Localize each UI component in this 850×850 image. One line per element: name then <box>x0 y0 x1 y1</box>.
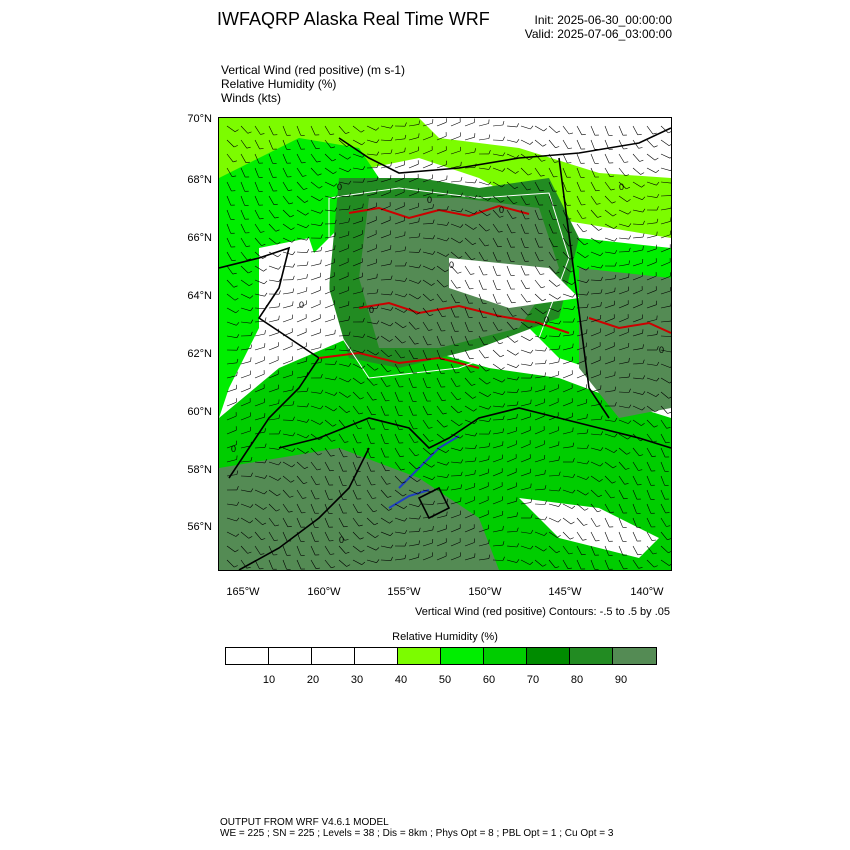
contour-label: 0 <box>427 195 433 205</box>
contour-label: 0 <box>619 182 625 192</box>
lat-label-64: 64°N <box>187 290 212 302</box>
lon-label-165: 165°W <box>226 586 260 598</box>
colorbar-label: 90 <box>614 674 628 686</box>
contour-label: 0 <box>299 300 305 310</box>
colorbar-label: 50 <box>438 674 452 686</box>
map-panel <box>218 117 672 571</box>
lat-label-56: 56°N <box>187 521 212 533</box>
contour-label: 0 <box>337 182 343 192</box>
map-plot <box>219 118 671 570</box>
lat-label-68: 68°N <box>187 174 212 186</box>
field-vertical-wind: Vertical Wind (red positive) (m s-1) <box>221 63 406 77</box>
colorbar-label: 60 <box>482 674 496 686</box>
footer-model: OUTPUT FROM WRF V4.6.1 MODEL <box>220 817 389 828</box>
relative-humidity-fill <box>219 118 671 570</box>
colorbar-box <box>269 648 312 664</box>
map-title: IWFAQRP Alaska Real Time WRF <box>217 9 490 29</box>
contour-label: 0 <box>369 305 375 315</box>
colorbar-label: 70 <box>526 674 540 686</box>
colorbar-label: 80 <box>570 674 584 686</box>
colorbar-box <box>312 648 355 664</box>
contour-label: 0 <box>659 345 665 355</box>
lat-label-62: 62°N <box>187 348 212 360</box>
colorbar-box <box>527 648 570 664</box>
colorbar-box <box>226 648 269 664</box>
contour-label: 0 <box>499 205 505 215</box>
colorbar-label: 20 <box>306 674 320 686</box>
colorbar-label: 10 <box>262 674 276 686</box>
footer-config: WE = 225 ; SN = 225 ; Levels = 38 ; Dis = 8km ; Phys Opt = 8 ; PBL Opt = 1 ; Cu Opt = 3 <box>220 828 614 839</box>
lat-label-66: 66°N <box>187 232 212 244</box>
colorbar <box>225 647 657 665</box>
contour-label: 0 <box>339 535 345 545</box>
field-winds: Winds (kts) <box>221 91 281 105</box>
lon-label-160: 160°W <box>307 586 341 598</box>
lon-label-155: 155°W <box>387 586 421 598</box>
lon-label-140: 140°W <box>630 586 664 598</box>
lat-label-60: 60°N <box>187 406 212 418</box>
colorbar-title: Relative Humidity (%) <box>392 631 498 643</box>
colorbar-label: 30 <box>350 674 364 686</box>
colorbar-box <box>484 648 527 664</box>
lon-label-145: 145°W <box>548 586 582 598</box>
colorbar-label: 40 <box>394 674 408 686</box>
lat-label-58: 58°N <box>187 464 212 476</box>
lat-label-70: 70°N <box>187 113 212 125</box>
colorbar-box <box>441 648 484 664</box>
colorbar-box <box>613 648 656 664</box>
contour-note: Vertical Wind (red positive) Contours: -.5 to .5 by .05 <box>415 606 670 618</box>
init-time: Init: 2025-06-30_00:00:00 <box>534 13 672 27</box>
colorbar-box <box>570 648 613 664</box>
contour-label: 0 <box>544 315 550 325</box>
valid-time: Valid: 2025-07-06_03:00:00 <box>524 27 672 41</box>
lon-label-150: 150°W <box>468 586 502 598</box>
colorbar-box <box>398 648 441 664</box>
colorbar-box <box>355 648 398 664</box>
field-relative-humidity: Relative Humidity (%) <box>221 77 337 91</box>
contour-label: 0 <box>449 260 455 270</box>
contour-label: 0 <box>231 444 237 454</box>
